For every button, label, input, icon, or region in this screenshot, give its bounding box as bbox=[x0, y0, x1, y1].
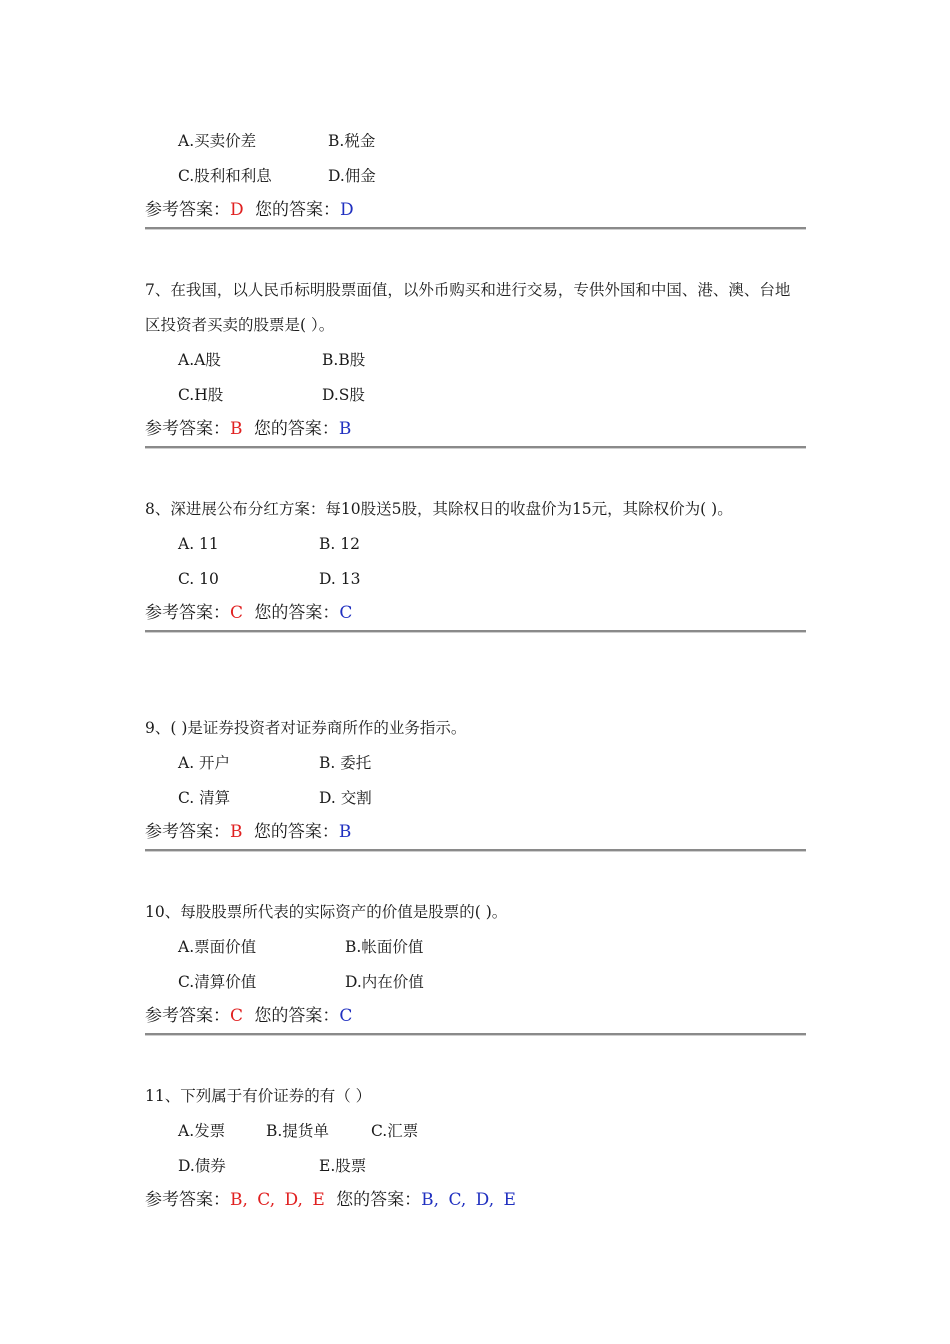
option-a[interactable]: A. 11 bbox=[178, 535, 219, 553]
option-a[interactable]: A.买卖价差 bbox=[178, 132, 257, 150]
option-d[interactable]: D.佣金 bbox=[328, 167, 376, 185]
option-d[interactable]: D.债券 bbox=[178, 1157, 226, 1175]
option-row bbox=[145, 965, 806, 1000]
divider bbox=[145, 227, 806, 230]
reference-answer: B bbox=[230, 419, 243, 439]
question-11 bbox=[145, 1079, 806, 1217]
option-a[interactable]: A. 开户 bbox=[178, 754, 231, 772]
option-c[interactable]: C.股利和利息 bbox=[178, 167, 272, 185]
option-c[interactable]: C.汇票 bbox=[371, 1122, 419, 1140]
reference-answer: C bbox=[230, 603, 244, 623]
reference-answer: D bbox=[230, 200, 244, 220]
your-answer-label: 您的答案： bbox=[254, 1006, 340, 1026]
reference-answer-label: 参考答案： bbox=[145, 1190, 230, 1210]
reference-answer-label: 参考答案： bbox=[145, 1006, 230, 1026]
question-8 bbox=[145, 492, 806, 633]
option-c[interactable]: C. 10 bbox=[178, 570, 219, 588]
option-b[interactable]: B.提货单 bbox=[266, 1122, 329, 1140]
answer-row bbox=[145, 597, 806, 630]
option-row bbox=[145, 930, 806, 965]
option-row bbox=[145, 562, 806, 597]
option-c[interactable]: C. 清算 bbox=[178, 789, 231, 807]
option-row bbox=[145, 1149, 806, 1184]
question-text: 11、下列属于有价证券的有（ ） bbox=[145, 1087, 372, 1105]
your-answer-label: 您的答案： bbox=[253, 822, 339, 842]
divider bbox=[145, 849, 806, 852]
question-9 bbox=[145, 711, 806, 852]
reference-answer-label: 参考答案： bbox=[145, 200, 230, 220]
question-6 bbox=[145, 124, 806, 230]
divider bbox=[145, 630, 806, 633]
option-d[interactable]: D.S股 bbox=[322, 386, 365, 404]
your-answer: D bbox=[340, 200, 354, 220]
reference-answer: B bbox=[230, 822, 243, 842]
option-a[interactable]: A.发票 bbox=[178, 1122, 226, 1140]
your-answer-label: 您的答案： bbox=[255, 200, 341, 220]
option-c[interactable]: C.H股 bbox=[178, 386, 224, 404]
reference-answer-label: 参考答案： bbox=[145, 419, 230, 439]
question-text: 10、每股股票所代表的实际资产的价值是股票的( )。 bbox=[145, 903, 508, 921]
option-row bbox=[145, 781, 806, 816]
reference-answer-label: 参考答案： bbox=[145, 603, 230, 623]
option-d[interactable]: D.内在价值 bbox=[345, 973, 424, 991]
question-text: 7、在我国，以人民币标明股票面值，以外币购买和进行交易，专供外国和中国、港、澳、台地区投资者买卖的股票是( ）。 bbox=[145, 281, 791, 334]
option-a[interactable]: A.A股 bbox=[178, 351, 221, 369]
question-text: 9、( )是证券投资者对证券商所作的业务指示。 bbox=[145, 719, 467, 737]
option-row bbox=[145, 343, 806, 378]
answer-row bbox=[145, 413, 806, 446]
your-answer-label: 您的答案： bbox=[253, 419, 339, 439]
option-row bbox=[145, 124, 806, 159]
option-row bbox=[145, 1114, 806, 1149]
option-row bbox=[145, 159, 806, 194]
option-e[interactable]: E.股票 bbox=[319, 1157, 367, 1175]
option-a[interactable]: A.票面价值 bbox=[178, 938, 257, 956]
option-b[interactable]: B.B股 bbox=[322, 351, 366, 369]
option-d[interactable]: D. 交割 bbox=[319, 789, 372, 807]
answer-row bbox=[145, 194, 806, 227]
your-answer: B bbox=[338, 822, 352, 842]
reference-answer: C bbox=[230, 1006, 244, 1026]
reference-answer: B, C, D, E bbox=[230, 1190, 325, 1210]
option-c[interactable]: C.清算价值 bbox=[178, 973, 257, 991]
your-answer: B bbox=[338, 419, 352, 439]
option-row bbox=[145, 527, 806, 562]
option-b[interactable]: B.帐面价值 bbox=[345, 938, 424, 956]
question-7 bbox=[145, 273, 806, 449]
your-answer-label: 您的答案： bbox=[336, 1190, 422, 1210]
option-d[interactable]: D. 13 bbox=[319, 570, 361, 588]
option-b[interactable]: B. 12 bbox=[319, 535, 360, 553]
question-10 bbox=[145, 895, 806, 1036]
option-b[interactable]: B.税金 bbox=[328, 132, 376, 150]
option-row bbox=[145, 378, 806, 413]
divider bbox=[145, 1033, 806, 1036]
question-text: 8、深进展公布分红方案：每10股送5股，其除权日的收盘价为15元，其除权价为( )。 bbox=[145, 500, 733, 518]
option-b[interactable]: B. 委托 bbox=[319, 754, 372, 772]
your-answer: C bbox=[339, 1006, 353, 1026]
your-answer: B, C, D, E bbox=[421, 1190, 516, 1210]
reference-answer-label: 参考答案： bbox=[145, 822, 230, 842]
answer-row bbox=[145, 1000, 806, 1033]
answer-row bbox=[145, 1184, 806, 1217]
option-row bbox=[145, 746, 806, 781]
your-answer: C bbox=[339, 603, 353, 623]
your-answer-label: 您的答案： bbox=[254, 603, 340, 623]
answer-row bbox=[145, 816, 806, 849]
divider bbox=[145, 446, 806, 449]
